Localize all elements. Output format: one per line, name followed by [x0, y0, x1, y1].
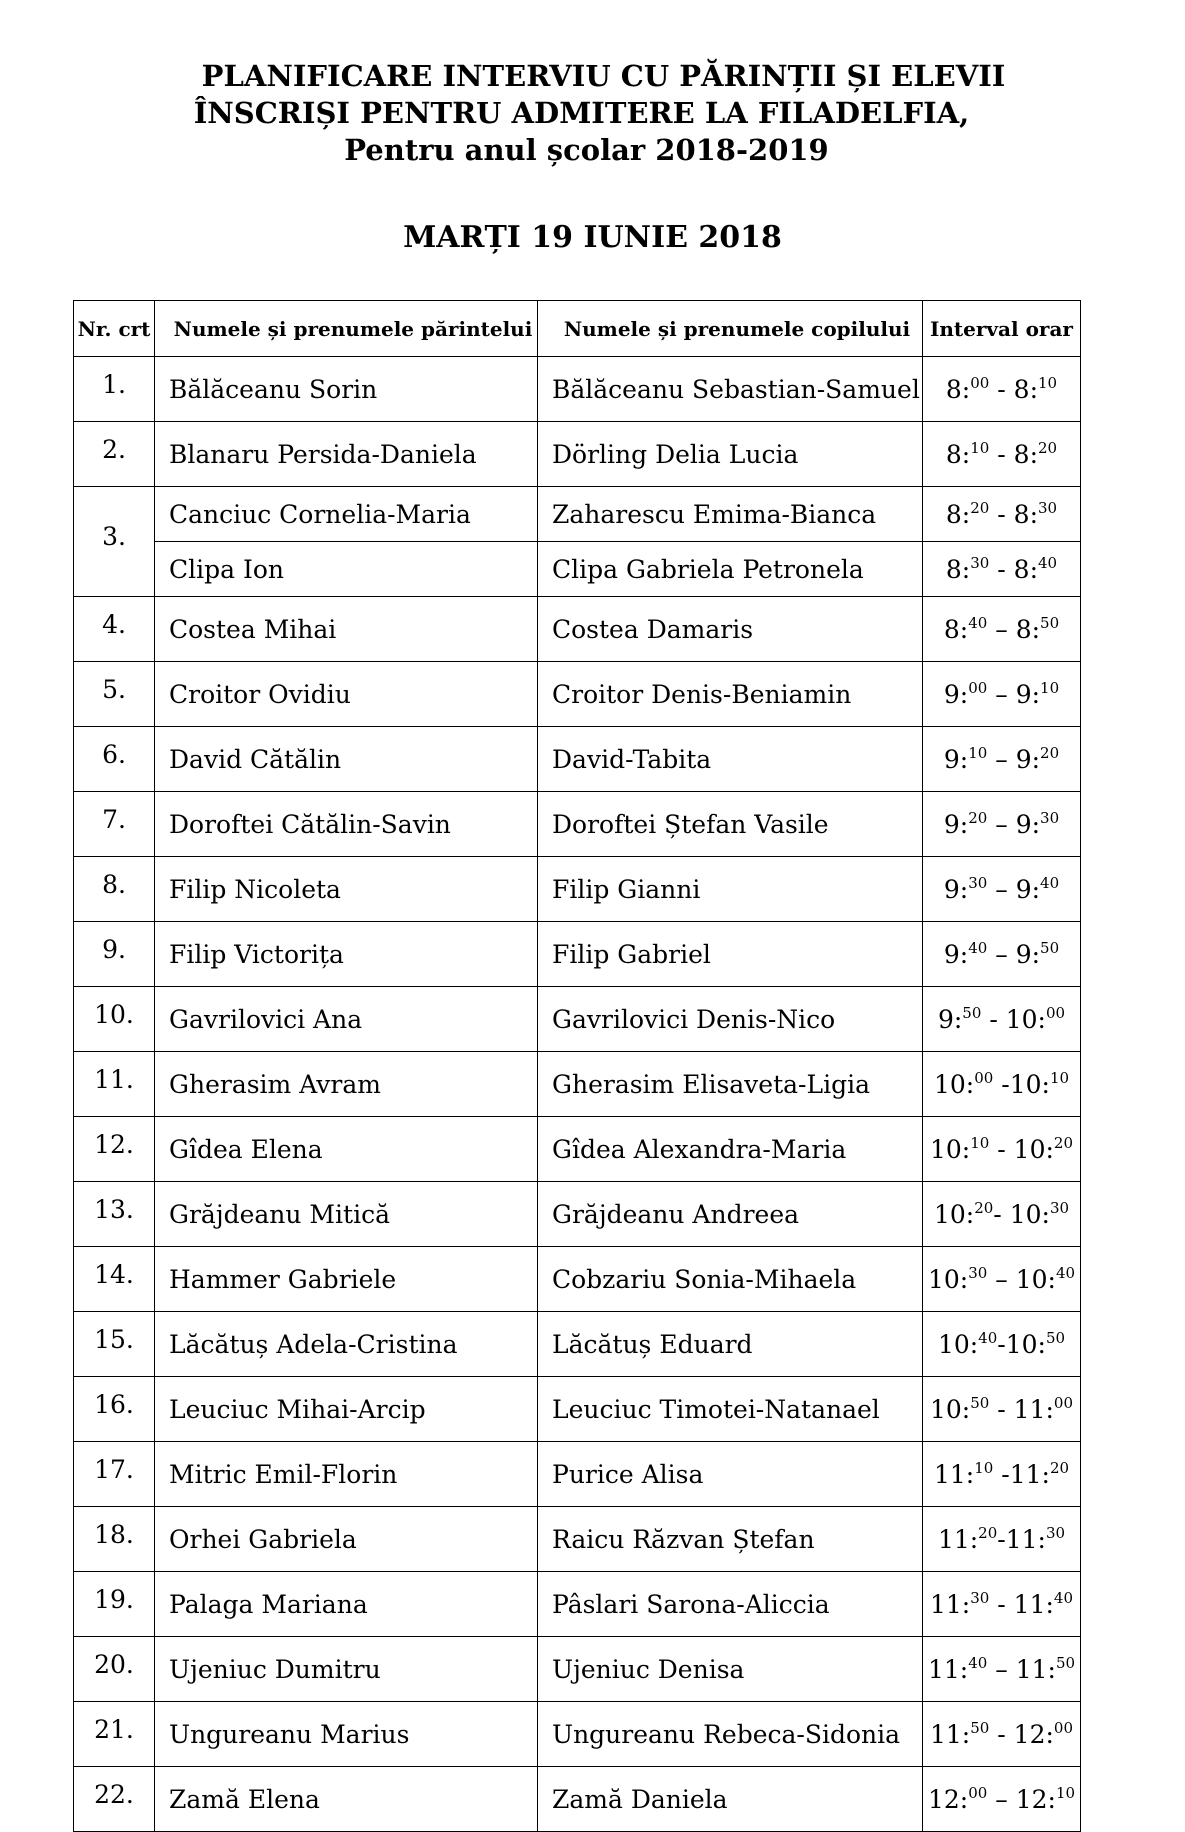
time-separator: –: [987, 744, 1016, 774]
child-name: Doroftei Ștefan Vasile: [538, 792, 923, 857]
parent-name: Mitric Emil-Florin: [155, 1442, 538, 1507]
end-hour: 12:: [1013, 1719, 1054, 1749]
row-number: 13.: [74, 1182, 155, 1247]
start-minutes: 30: [968, 1263, 988, 1282]
row-number: 8.: [74, 857, 155, 922]
time-interval: [923, 1052, 1081, 1117]
end-hour: 10:: [1005, 1329, 1046, 1359]
end-hour: 11:: [1013, 1394, 1054, 1424]
start-minutes: 10: [970, 1133, 990, 1152]
row-number: 3.: [74, 487, 155, 597]
end-hour: 10:: [1009, 1199, 1050, 1229]
time-separator: -: [989, 374, 1014, 404]
start-hour: 8:: [945, 554, 971, 584]
start-minutes: 00: [974, 1068, 994, 1087]
end-minutes: 20: [1049, 1458, 1070, 1477]
time-separator: -: [989, 1589, 1014, 1619]
start-hour: 11:: [930, 1719, 971, 1749]
start-hour: 9:: [937, 1004, 963, 1034]
start-hour: 10:: [933, 1069, 975, 1099]
table-row: [74, 857, 1081, 922]
table-row: [74, 487, 1081, 542]
title-line-1: PLANIFICARE INTERVIU CU PĂRINȚII ȘI ELEVII: [201, 59, 1006, 93]
header-time: Interval orar: [923, 301, 1081, 357]
row-number: 17.: [74, 1442, 155, 1507]
start-minutes: 40: [978, 1328, 998, 1347]
start-hour: 9:: [943, 679, 969, 709]
start-minutes: 30: [970, 553, 990, 572]
table-row: [74, 1767, 1081, 1832]
end-hour: 11:: [1015, 1654, 1056, 1684]
title-line-3: Pentru anul școlar 2018-2019: [344, 133, 829, 167]
time-interval: [923, 1247, 1081, 1312]
end-hour: 10:: [1015, 1264, 1056, 1294]
child-name: Lăcătuș Eduard: [538, 1312, 923, 1377]
time-separator: –: [987, 679, 1016, 709]
row-number: 5.: [74, 662, 155, 727]
start-minutes: 50: [970, 1393, 990, 1412]
start-minutes: 00: [970, 373, 990, 392]
child-name: Pâslari Sarona-Aliccia: [538, 1572, 923, 1637]
start-hour: 10:: [930, 1134, 971, 1164]
start-hour: 9:: [943, 874, 969, 904]
start-hour: 8:: [945, 439, 971, 469]
row-number: 6.: [74, 727, 155, 792]
row-number: 12.: [74, 1117, 155, 1182]
end-hour: 11:: [1005, 1524, 1046, 1554]
start-minutes: 00: [968, 1783, 988, 1802]
parent-name: Croitor Ovidiu: [155, 662, 538, 727]
end-minutes: 00: [1045, 1003, 1066, 1022]
child-name: Gavrilovici Denis-Nico: [538, 987, 923, 1052]
child-name: Croitor Denis-Beniamin: [538, 662, 923, 727]
end-minutes: 20: [1038, 438, 1058, 457]
table-row: [74, 542, 1081, 597]
table-row: [74, 1377, 1081, 1442]
time-interval: [923, 1702, 1081, 1767]
parent-name: Gherasim Avram: [155, 1052, 538, 1117]
table-row: [74, 1637, 1081, 1702]
time-separator: -: [993, 1459, 1010, 1489]
child-name: Filip Gianni: [538, 857, 923, 922]
time-interval: [923, 662, 1081, 727]
row-number: 7.: [74, 792, 155, 857]
end-hour: 8:: [1013, 499, 1039, 529]
start-hour: 11:: [933, 1459, 975, 1489]
end-minutes: 10: [1038, 373, 1058, 392]
child-name: Zaharescu Emima-Bianca: [538, 487, 923, 542]
child-name: David-Tabita: [538, 727, 923, 792]
start-hour: 9:: [943, 744, 969, 774]
time-separator: –: [987, 1654, 1016, 1684]
end-minutes: 50: [1045, 1328, 1066, 1347]
end-hour: 8:: [1013, 439, 1039, 469]
start-hour: 12:: [927, 1784, 969, 1814]
start-hour: 10:: [933, 1199, 975, 1229]
row-number: 1.: [74, 357, 155, 422]
parent-name: Lăcătuș Adela-Cristina: [155, 1312, 538, 1377]
table-row: [74, 422, 1081, 487]
end-minutes: 10: [1049, 1068, 1070, 1087]
time-interval: [923, 487, 1081, 542]
child-name: Gherasim Elisaveta-Ligia: [538, 1052, 923, 1117]
start-hour: 10:: [937, 1329, 979, 1359]
time-separator: -: [997, 1329, 1006, 1359]
header-child: Numele și prenumele copilului: [538, 301, 923, 357]
parent-name: Ungureanu Marius: [155, 1702, 538, 1767]
start-hour: 9:: [943, 809, 969, 839]
start-minutes: 20: [968, 808, 988, 827]
table-row: [74, 1182, 1081, 1247]
end-hour: 9:: [1015, 744, 1041, 774]
time-interval: [923, 542, 1081, 597]
time-interval: [923, 1312, 1081, 1377]
row-number: 19.: [74, 1572, 155, 1637]
child-name: Cobzariu Sonia-Mihaela: [538, 1247, 923, 1312]
parent-name: Orhei Gabriela: [155, 1507, 538, 1572]
table-row: [74, 1442, 1081, 1507]
child-name: Dörling Delia Lucia: [538, 422, 923, 487]
table-row: [74, 922, 1081, 987]
end-minutes: 10: [1055, 1783, 1076, 1802]
row-number: 16.: [74, 1377, 155, 1442]
end-hour: 10:: [1005, 1004, 1046, 1034]
row-number: 20.: [74, 1637, 155, 1702]
table-row: [74, 597, 1081, 662]
row-number: 10.: [74, 987, 155, 1052]
end-hour: 11:: [1009, 1459, 1050, 1489]
start-minutes: 30: [970, 1588, 990, 1607]
child-name: Zamă Daniela: [538, 1767, 923, 1832]
table-row: [74, 1702, 1081, 1767]
start-hour: 8:: [945, 499, 971, 529]
time-separator: -: [989, 554, 1014, 584]
row-number: 22.: [74, 1767, 155, 1832]
start-minutes: 00: [968, 678, 988, 697]
end-minutes: 00: [1053, 1393, 1073, 1412]
document-title: [0, 58, 1185, 169]
start-hour: 10:: [927, 1264, 969, 1294]
table-row: [74, 1507, 1081, 1572]
time-interval: [923, 1767, 1081, 1832]
end-hour: 10:: [1009, 1069, 1050, 1099]
time-separator: -: [989, 1719, 1014, 1749]
start-hour: 8:: [945, 374, 971, 404]
start-hour: 11:: [937, 1524, 979, 1554]
table-row: [74, 662, 1081, 727]
row-number: 14.: [74, 1247, 155, 1312]
child-name: Filip Gabriel: [538, 922, 923, 987]
end-minutes: 30: [1045, 1523, 1066, 1542]
time-interval: [923, 1637, 1081, 1702]
end-minutes: 30: [1049, 1198, 1070, 1217]
table-row: [74, 727, 1081, 792]
start-minutes: 40: [968, 938, 988, 957]
end-minutes: 40: [1040, 873, 1060, 892]
end-hour: 8:: [1013, 374, 1039, 404]
time-separator: -: [989, 1134, 1014, 1164]
header-nr: Nr. crt: [74, 301, 155, 357]
header-parent: Numele și prenumele părintelui: [155, 301, 538, 357]
parent-name: Bălăceanu Sorin: [155, 357, 538, 422]
row-number: 2.: [74, 422, 155, 487]
end-minutes: 30: [1038, 498, 1058, 517]
end-hour: 10:: [1013, 1134, 1054, 1164]
end-minutes: 20: [1053, 1133, 1073, 1152]
time-separator: –: [987, 939, 1016, 969]
table-row: [74, 357, 1081, 422]
parent-name: Grăjdeanu Mitică: [155, 1182, 538, 1247]
end-hour: 9:: [1015, 874, 1041, 904]
time-separator: –: [987, 874, 1016, 904]
end-minutes: 10: [1040, 678, 1060, 697]
start-minutes: 10: [974, 1458, 994, 1477]
table-row: [74, 1052, 1081, 1117]
child-name: Grăjdeanu Andreea: [538, 1182, 923, 1247]
parent-name: Blanaru Persida-Daniela: [155, 422, 538, 487]
time-separator: -: [989, 1394, 1014, 1424]
end-hour: 8:: [1013, 554, 1039, 584]
parent-name: Costea Mihai: [155, 597, 538, 662]
time-separator: -: [997, 1524, 1006, 1554]
child-name: Raicu Răzvan Ștefan: [538, 1507, 923, 1572]
end-minutes: 30: [1040, 808, 1060, 827]
child-name: Gîdea Alexandra-Maria: [538, 1117, 923, 1182]
start-minutes: 40: [968, 613, 988, 632]
parent-name: Clipa Ion: [155, 542, 538, 597]
table-row: [74, 1247, 1081, 1312]
end-minutes: 50: [1040, 938, 1060, 957]
time-interval: [923, 1182, 1081, 1247]
time-separator: -: [993, 1069, 1010, 1099]
start-minutes: 20: [974, 1198, 994, 1217]
parent-name: David Cătălin: [155, 727, 538, 792]
end-minutes: 00: [1053, 1718, 1073, 1737]
end-minutes: 50: [1040, 613, 1060, 632]
parent-name: Filip Nicoleta: [155, 857, 538, 922]
row-number: 11.: [74, 1052, 155, 1117]
title-line-2: ÎNSCRIȘI PENTRU ADMITERE LA FILADELFIA,: [193, 96, 970, 130]
time-separator: –: [987, 614, 1016, 644]
time-interval: [923, 597, 1081, 662]
time-separator: -: [989, 439, 1014, 469]
parent-name: Gavrilovici Ana: [155, 987, 538, 1052]
parent-name: Palaga Mariana: [155, 1572, 538, 1637]
schedule-date: MARȚI 19 IUNIE 2018: [403, 220, 782, 255]
time-interval: [923, 1377, 1081, 1442]
time-interval: [923, 357, 1081, 422]
child-name: Costea Damaris: [538, 597, 923, 662]
time-separator: -: [981, 1004, 1006, 1034]
start-hour: 11:: [927, 1654, 969, 1684]
start-minutes: 20: [970, 498, 990, 517]
start-minutes: 50: [962, 1003, 982, 1022]
table-row: [74, 1572, 1081, 1637]
child-name: Leuciuc Timotei-Natanael: [538, 1377, 923, 1442]
parent-name: Doroftei Cătălin-Savin: [155, 792, 538, 857]
time-separator: –: [987, 1784, 1016, 1814]
start-minutes: 30: [968, 873, 988, 892]
end-minutes: 40: [1055, 1263, 1076, 1282]
start-hour: 11:: [930, 1589, 971, 1619]
table-row: [74, 792, 1081, 857]
time-interval: [923, 1117, 1081, 1182]
child-name: Ungureanu Rebeca-Sidonia: [538, 1702, 923, 1767]
parent-name: Filip Victorița: [155, 922, 538, 987]
child-name: Ujeniuc Denisa: [538, 1637, 923, 1702]
start-minutes: 50: [970, 1718, 990, 1737]
child-name: Bălăceanu Sebastian-Samuel: [538, 357, 923, 422]
child-name: Purice Alisa: [538, 1442, 923, 1507]
time-interval: [923, 857, 1081, 922]
end-hour: 9:: [1015, 679, 1041, 709]
end-minutes: 40: [1053, 1588, 1073, 1607]
time-interval: [923, 1442, 1081, 1507]
time-interval: [923, 1507, 1081, 1572]
end-hour: 12:: [1015, 1784, 1056, 1814]
start-hour: 8:: [943, 614, 969, 644]
interview-schedule-table: [73, 300, 1081, 1832]
table-header-row: [74, 301, 1081, 357]
table-row: [74, 1117, 1081, 1182]
time-separator: -: [993, 1199, 1010, 1229]
end-hour: 11:: [1013, 1589, 1054, 1619]
parent-name: Canciuc Cornelia-Maria: [155, 487, 538, 542]
parent-name: Zamă Elena: [155, 1767, 538, 1832]
time-separator: –: [987, 809, 1016, 839]
row-number: 4.: [74, 597, 155, 662]
end-hour: 9:: [1015, 939, 1041, 969]
start-hour: 10:: [930, 1394, 971, 1424]
row-number: 15.: [74, 1312, 155, 1377]
end-minutes: 20: [1040, 743, 1060, 762]
parent-name: Ujeniuc Dumitru: [155, 1637, 538, 1702]
start-hour: 9:: [943, 939, 969, 969]
end-minutes: 40: [1038, 553, 1058, 572]
child-name: Clipa Gabriela Petronela: [538, 542, 923, 597]
row-number: 21.: [74, 1702, 155, 1767]
table-row: [74, 987, 1081, 1052]
row-number: 9.: [74, 922, 155, 987]
time-interval: [923, 1572, 1081, 1637]
time-interval: [923, 727, 1081, 792]
start-minutes: 10: [970, 438, 990, 457]
parent-name: Hammer Gabriele: [155, 1247, 538, 1312]
parent-name: Leuciuc Mihai-Arcip: [155, 1377, 538, 1442]
time-interval: [923, 922, 1081, 987]
time-separator: –: [987, 1264, 1016, 1294]
end-minutes: 50: [1055, 1653, 1076, 1672]
time-interval: [923, 422, 1081, 487]
time-interval: [923, 792, 1081, 857]
table-row: [74, 1312, 1081, 1377]
parent-name: Gîdea Elena: [155, 1117, 538, 1182]
end-hour: 9:: [1015, 809, 1041, 839]
start-minutes: 20: [978, 1523, 998, 1542]
start-minutes: 40: [968, 1653, 988, 1672]
time-separator: -: [989, 499, 1014, 529]
row-number: 18.: [74, 1507, 155, 1572]
time-interval: [923, 987, 1081, 1052]
start-minutes: 10: [968, 743, 988, 762]
end-hour: 8:: [1015, 614, 1041, 644]
